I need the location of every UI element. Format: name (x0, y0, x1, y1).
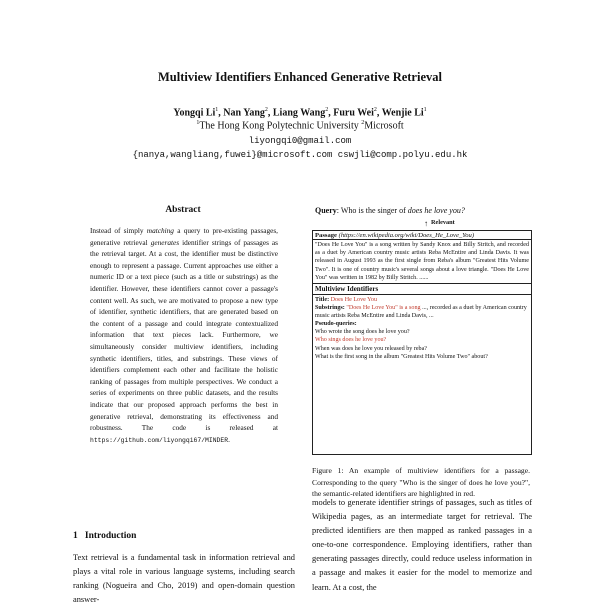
substr-label: Substrings: (315, 305, 345, 312)
passage-url: (https://en.wikipedia.org/wiki/Does_He_Love_You) (338, 232, 475, 239)
substr-rest: ..., recorded as a duet by American country music artists Reba McEntire and Linda Davis, ... (315, 305, 527, 320)
affiliations (0, 120, 600, 131)
query-label: Query (315, 206, 337, 215)
section-number: 1 (73, 531, 78, 541)
figure-query (315, 206, 465, 215)
abstract-emph: matching (146, 226, 174, 235)
pq-label-text: Pseudo-queries: (315, 321, 357, 328)
email-line: liyongqi0@gmail.com (248, 136, 352, 146)
substring-identifier (315, 304, 529, 320)
abstract-text: identifier strings of passages as the retrieval target. At a cost, the identifier must be distinctive enough to represent a passage. Current approaches use either a numeric ID or a text piece (such as a title or substrings) as the identifier. However, these identifiers cannot cover a passage's content well. As such, we are motivated to propose a new type of identifier, synthetic identifiers, that are generated based on the content of a passage and could integrate contextualized information that text pieces lack. Furthermore, we simultaneously consider multiview identifiers, including synthetic identifiers, titles, and substrings. These views of identifiers complement each other and facilitate the holistic ranking of passages from multiple perspectives. We conduct a series of experiments on three public datasets, and the results indicate that our proposed approach performs the best in generative retrieval, demonstrating its effectiveness and robustness. The code is released at (90, 237, 278, 433)
author: Yongqi Li (173, 107, 216, 119)
author-sup: 2 (264, 107, 268, 113)
author: Furu Wei (333, 107, 374, 119)
email-line: {nanya,wangliang,fuwei}@microsoft.com cswjli@comp.polyu.edu.hk (132, 150, 468, 160)
intro-paragraph: Text retrieval is a fundamental task in information retrieval and plays a vital role in various language systems, including search ranking (Nogueira and Cho, 2019) and open-domain question answer- (73, 553, 295, 604)
title-identifier (315, 296, 529, 304)
author-sup: 1 (215, 107, 219, 113)
relevant-label: Relevant (431, 219, 455, 226)
aff-sup: 2 (361, 120, 365, 126)
passage-label: Passage (315, 232, 337, 239)
figure-caption: Figure 1: An example of multiview identifiers for a passage. Corresponding to the query "Who is the singer of does he love you?", the semantic-related identifiers are highlighted in red. (312, 466, 530, 498)
section-heading (73, 531, 136, 541)
multiview-heading: Multiview Identifiers (313, 284, 531, 295)
query-text: : Who is the singer of (336, 206, 408, 215)
pseudo-query: Who wrote the song does he love you? (315, 329, 410, 336)
abstract-emph: generates (150, 237, 180, 247)
title-value: Does He Love You (330, 297, 378, 304)
aff-sup: 1 (196, 120, 200, 126)
author: Nan Yang (223, 107, 265, 119)
author-sup: 2 (373, 107, 377, 113)
author-list: Yongqi Li$^1$, Nan Yang$^2$, Liang Wang$^2$, Furu Wei$^2$, Wenjie Li$^1$ (173, 107, 427, 119)
code-link[interactable]: https://github.com/liyongqi67/MINDER (90, 436, 229, 444)
author-sup: 2 (325, 107, 329, 113)
arrow-up-icon: ↑ (424, 219, 428, 228)
multiview-body (313, 295, 531, 362)
abstract-text: . (228, 434, 230, 444)
figure-box (312, 230, 532, 455)
affiliation: The Hong Kong Polytechnic University (199, 120, 359, 132)
pseudo-query: Who sings does he love you? (315, 337, 387, 344)
abstract-text: Instead of simply (90, 226, 147, 235)
pseudo-query: What is the first song in the album "Greatest Hits Volume Two" about? (315, 353, 488, 360)
paper-title: Multiview Identifiers Enhanced Generative Retrieval (158, 70, 442, 84)
abstract-body (90, 225, 278, 446)
pseudo-query: When was does he love you released by reba? (315, 345, 428, 352)
passage-text: "Does He Love You" is a song written by Sandy Knox and Billy Stritch, and recorded as a duet by American country music artists Reba McEntire and Linda Davis. It was released in August 1993 as the first single from Reba's album "Greatest Hits Volume Two". It is one of country music's several songs about a love triangle. "Does He Love You" was written in 1982 by Billy Stritch. ...... (313, 240, 531, 284)
author-sup: 1 (423, 107, 427, 113)
abstract-text: a query to pre-existing passages, generative retrieval (90, 226, 278, 247)
title-label: Title: (315, 297, 330, 304)
section-title: Introduction (84, 531, 137, 541)
passage-header (313, 231, 531, 240)
substr-highlight: "Does He Love You" is a song (346, 305, 421, 312)
abstract-heading: Abstract (165, 205, 201, 215)
author: Liang Wang (272, 107, 326, 119)
author: Wenjie Li (381, 107, 424, 119)
right-column-paragraph: models to generate identifier strings of passages, such as titles of Wikipedia pages, as an intermediate target for retrieval. The predicted identifiers are then mapped as ranked passages in a one-to-one correspondence. Employing identifiers, rather than generating passages directly, could reduce useless information in a passage and makes it easier for the model to memorize and learn. At a cost, the (312, 498, 532, 592)
pq-label (315, 320, 529, 328)
affiliation: Microsoft (364, 120, 404, 132)
query-italic: does he love you? (407, 206, 465, 215)
